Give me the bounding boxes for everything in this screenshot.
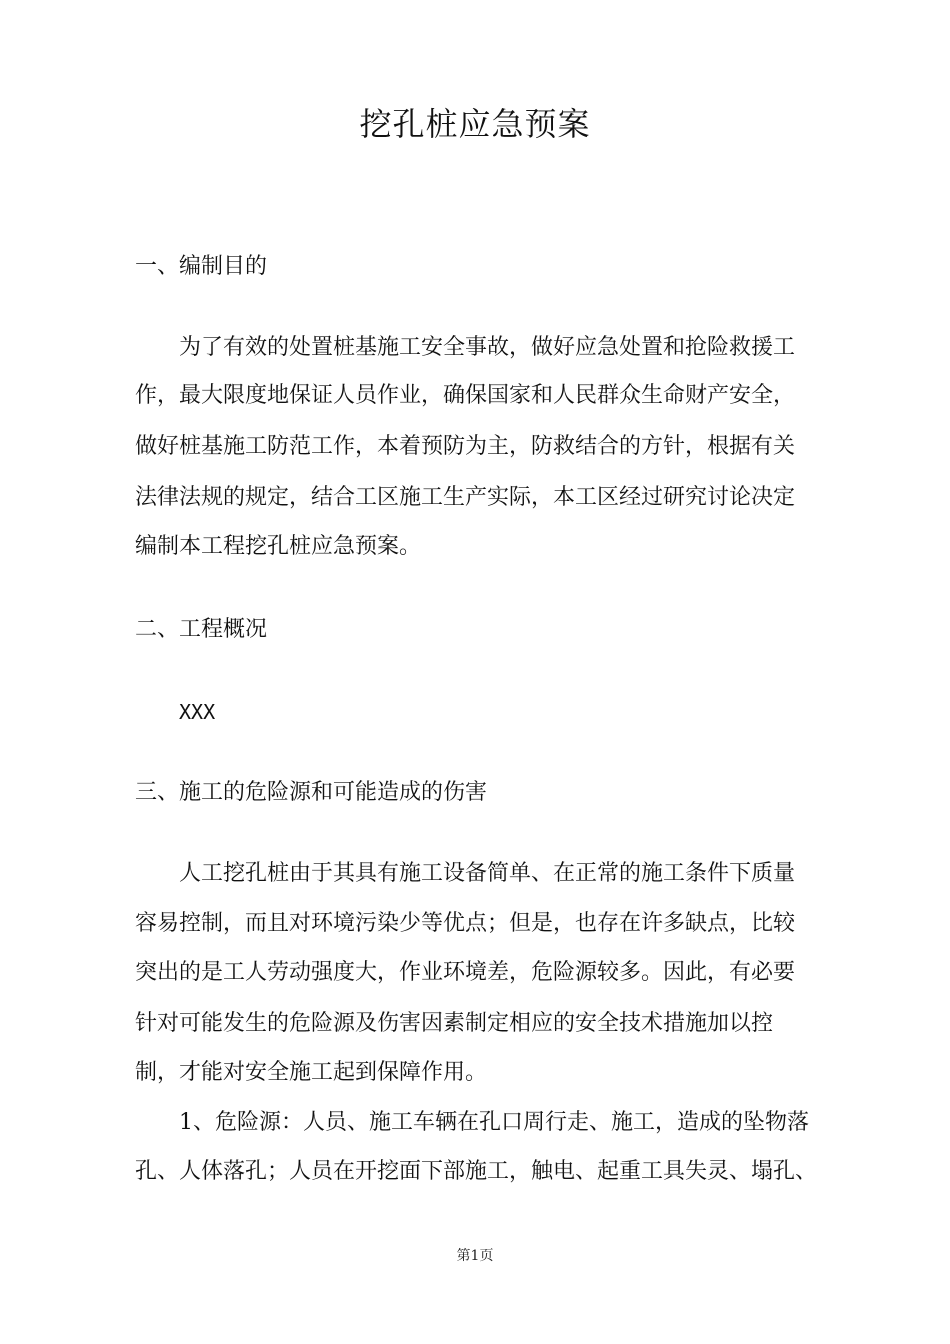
paragraph-line: 人工挖孔桩由于其具有施工设备简单、在正常的施工条件下质量	[179, 861, 796, 886]
section-heading-hazards: 三、施工的危险源和可能造成的伤害	[135, 780, 488, 805]
hazard-item-line: 1、危险源：人员、施工车辆在孔口周行走、施工，造成的坠物落	[179, 1110, 809, 1135]
paragraph-line: 制，才能对安全施工起到保障作用。	[135, 1060, 488, 1085]
page-number: 第1页	[456, 1248, 494, 1264]
paragraph-line: 突出的是工人劳动强度大，作业环境差，危险源较多。因此，有必要	[135, 960, 796, 985]
section-heading-overview: 二、工程概况	[135, 617, 268, 642]
paragraph-line: 编制本工程挖孔桩应急预案。	[135, 534, 422, 559]
paragraph-line: 法律法规的规定，结合工区施工生产实际，本工区经过研究讨论决定	[135, 485, 796, 510]
section-heading-purpose: 一、编制目的	[135, 254, 268, 279]
paragraph-line: 为了有效的处置桩基施工安全事故，做好应急处置和抢险救援工	[179, 335, 796, 360]
paragraph-line: 做好桩基施工防范工作，本着预防为主，防救结合的方针，根据有关	[135, 434, 796, 459]
paragraph-line: 针对可能发生的危险源及伤害因素制定相应的安全技术措施加以控	[135, 1011, 774, 1036]
hazard-item-line: 孔、人体落孔；人员在开挖面下部施工，触电、起重工具失灵、塌孔、	[135, 1159, 818, 1184]
page-title: 挖孔桩应急预案	[359, 105, 591, 143]
paragraph-line: 作，最大限度地保证人员作业，确保国家和人民群众生命财产安全，	[135, 383, 796, 408]
paragraph-line: 容易控制，而且对环境污染少等优点；但是，也存在许多缺点，比较	[135, 911, 796, 936]
project-overview-text: XXX	[179, 700, 216, 724]
